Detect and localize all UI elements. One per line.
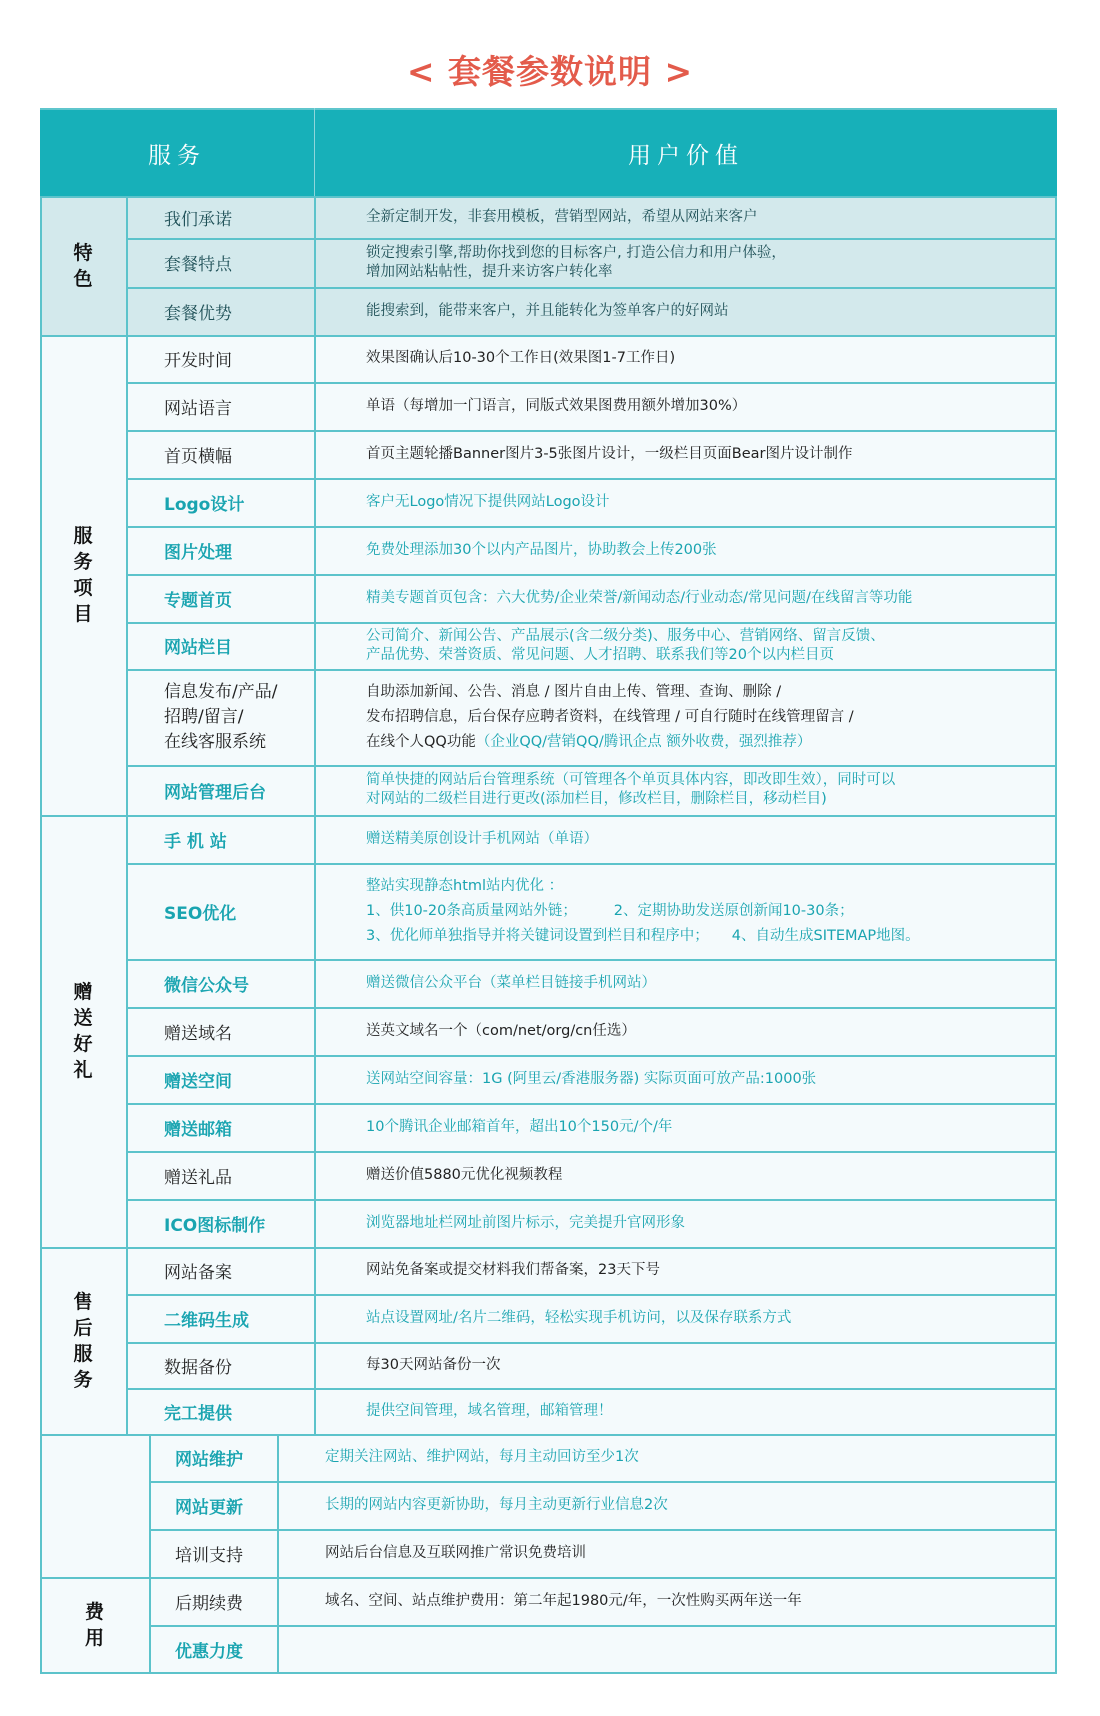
row-divider: [126, 382, 1057, 384]
row-name-label: 网站语言: [164, 398, 232, 419]
row-value: [314, 1247, 1057, 1294]
row-name-label: 赠送空间: [164, 1071, 232, 1092]
section-category: [40, 1577, 149, 1673]
row-name-label: 开发时间: [164, 351, 232, 371]
row-value-line: 精美专题首页包含：六大优势/企业荣誉/新闻动态/行业动态/常见问题/在线留言等功能: [366, 589, 913, 606]
row-value: [314, 287, 1057, 335]
row-value-line: 对网站的二级栏目进行更改(添加栏目，修改栏目，删除栏目，移动栏目): [366, 791, 827, 807]
col-divider: [149, 1577, 151, 1673]
row-name-line: 在线客服系统: [164, 731, 266, 752]
row-divider: [149, 1481, 1057, 1483]
table-right-border: [1055, 815, 1057, 1247]
row-value-line: 单语（每增加一门语言，同版式效果图费用额外增加30%）: [366, 397, 747, 414]
row-divider: [126, 1055, 1057, 1057]
row-value-line: 产品优势、荣誉资质、常见问题、人才招聘、联系我们等20个以内栏目页: [366, 646, 834, 663]
row-name-label: 专题首页: [164, 590, 232, 611]
row-name: [126, 959, 314, 1007]
row-divider: [126, 1388, 1057, 1390]
table-left-border: [40, 335, 42, 815]
row-value-line: 提供空间管理，域名管理，邮箱管理！: [366, 1402, 613, 1419]
row-value-line: 发布招聘信息，后台保存应聘者资料，在线管理 / 可自行随时在线管理留言 /: [366, 708, 854, 725]
row-name: [149, 1481, 277, 1529]
row-name-label: 网站更新: [175, 1497, 243, 1518]
row-name: [126, 1294, 314, 1342]
row-value: [277, 1577, 1057, 1625]
row-divider: [126, 1103, 1057, 1105]
row-name-label: 数据备份: [164, 1357, 232, 1378]
row-name-label: 套餐特点: [164, 255, 232, 275]
row-divider: [126, 1294, 1057, 1296]
category-label: 售后服务: [73, 1290, 93, 1391]
row-name: [126, 815, 314, 863]
row-name-label: 手 机 站: [164, 831, 227, 852]
row-name: [149, 1625, 277, 1673]
row-name: [126, 287, 314, 335]
row-divider: [126, 1199, 1057, 1201]
section-divider: [40, 1577, 1057, 1579]
row-name-label: SEO优化: [164, 903, 237, 924]
row-value: [314, 478, 1057, 526]
row-name-label: 二维码生成: [164, 1310, 249, 1331]
col-divider: [314, 1247, 316, 1434]
table-right-border: [1055, 335, 1057, 815]
row-value: [314, 196, 1057, 238]
row-value-line: 简单快捷的网站后台管理系统（可管理各个单页具体内容，即改即生效），同时可以: [366, 772, 896, 788]
row-divider: [126, 863, 1057, 865]
row-name-line: 招聘/留言/: [164, 706, 244, 727]
row-value-line: 客户无Logo情况下提供网站Logo设计: [366, 493, 610, 510]
row-value-line: 全新定制开发，非套用模板，营销型网站，希望从网站来客户: [366, 208, 758, 225]
row-divider: [126, 574, 1057, 576]
row-value: [314, 574, 1057, 622]
row-name-label: 后期续费: [175, 1593, 243, 1614]
row-divider: [126, 622, 1057, 624]
row-name: [126, 1342, 314, 1388]
row-divider: [126, 959, 1057, 961]
row-value-line: 站点设置网址/名片二维码，轻松实现手机访问，以及保存联系方式: [366, 1309, 792, 1326]
row-name-label: 培训支持: [175, 1545, 243, 1566]
row-value: [277, 1434, 1057, 1481]
section-divider: [40, 815, 1057, 817]
table-right-border: [1055, 1577, 1057, 1673]
row-value-line: 整站实现静态html站内优化 ：: [366, 877, 564, 894]
row-divider: [126, 1342, 1057, 1344]
row-value-line: 赠送精美原创设计手机网站（单语）: [366, 830, 598, 847]
row-value-line: 锁定搜索引擎,帮助你找到您的目标客户, 打造公信力和用户体验，: [366, 244, 786, 261]
row-name: [126, 478, 314, 526]
row-value-line: 自助添加新闻、公告、消息 / 图片自由上传、管理、查询、删除 /: [366, 683, 782, 700]
table-left-border: [40, 196, 42, 335]
value-plain: 在线个人QQ功能: [366, 733, 476, 750]
category-label: 服务项目: [73, 525, 93, 625]
section-divider: [40, 335, 1057, 337]
section-category: [40, 815, 126, 1247]
row-value-line: 网站后台信息及互联网推广常识免费培训: [325, 1544, 586, 1561]
row-name-label: 网站管理后台: [164, 782, 266, 803]
row-value: [314, 669, 1057, 765]
row-divider: [126, 526, 1057, 528]
row-name-label: 网站备案: [164, 1263, 232, 1283]
table-left-border: [40, 1434, 42, 1577]
col-divider: [314, 196, 316, 335]
row-value-line: 效果图确认后10-30个工作日(效果图1-7工作日): [366, 350, 676, 366]
value-highlight: （企业QQ/营销QQ/腾讯企点 额外收费，强烈推荐）: [475, 733, 812, 750]
row-divider: [149, 1529, 1057, 1531]
row-name: [126, 1103, 314, 1151]
row-name-label: Logo设计: [164, 494, 245, 515]
row-value-line: 送英文域名一个（com/net/org/cn任选）: [366, 1022, 636, 1039]
row-value: [314, 1342, 1057, 1388]
row-name-label: 赠送邮箱: [164, 1119, 232, 1140]
row-name: [126, 335, 314, 382]
table-bottom-border: [40, 1672, 1057, 1674]
row-name-label: 赠送礼品: [164, 1167, 232, 1188]
row-value-line: 10个腾讯企业邮箱首年，超出10个150元/个/年: [366, 1118, 673, 1135]
row-value-line: [366, 730, 854, 755]
table-right-border: [1055, 196, 1057, 335]
row-value: [314, 765, 1057, 815]
row-divider: [126, 1151, 1057, 1153]
row-name: [126, 1007, 314, 1055]
row-value: [314, 1199, 1057, 1247]
row-divider: [126, 765, 1057, 767]
row-value: [277, 1481, 1057, 1529]
row-value-line: 浏览器地址栏网址前图片标示，完美提升官网形象: [366, 1214, 685, 1231]
header-service: 服务: [40, 108, 314, 196]
col-divider: [126, 1247, 128, 1434]
row-value-line: 赠送价值5880元优化视频教程: [366, 1166, 563, 1183]
row-name-label: 网站栏目: [164, 638, 232, 658]
row-name: [126, 1055, 314, 1103]
category-label: 赠送好礼: [73, 981, 93, 1081]
category-label: 特色: [73, 241, 93, 290]
page-title: < 套餐参数说明 >: [406, 52, 694, 91]
header-value: 用户价值: [315, 108, 1057, 196]
row-name-label: ICO图标制作: [164, 1215, 266, 1236]
row-name: [126, 574, 314, 622]
row-value-line: 首页主题轮播Banner图片3-5张图片设计，一级栏目页面Bear图片设计制作: [366, 445, 853, 462]
row-value-line: 赠送微信公众平台（菜单栏目链接手机网站）: [366, 974, 656, 991]
row-value-line: 长期的网站内容更新协助，每月主动更新行业信息2次: [325, 1496, 668, 1513]
row-value-line: 增加网站粘帖性，提升来访客户转化率: [366, 263, 613, 280]
col-divider: [277, 1434, 279, 1577]
row-divider: [126, 238, 1057, 240]
row-name: [126, 1151, 314, 1199]
row-value: [314, 1055, 1057, 1103]
row-name: [126, 526, 314, 574]
row-value: [314, 622, 1057, 669]
row-value: [277, 1529, 1057, 1577]
row-name: [126, 1247, 314, 1294]
row-divider: [149, 1625, 1057, 1627]
table-right-border: [1055, 1434, 1057, 1577]
row-divider: [126, 669, 1057, 671]
row-name: [126, 1388, 314, 1434]
row-name-label: 微信公众号: [164, 975, 249, 996]
row-value-line: 网站免备案或提交材料我们帮备案，23天下号: [366, 1262, 660, 1278]
col-divider: [149, 1434, 151, 1577]
table-left-border: [40, 1247, 42, 1434]
row-name: [149, 1434, 277, 1481]
row-divider: [126, 430, 1057, 432]
row-value: [314, 815, 1057, 863]
row-name: [126, 382, 314, 430]
section-divider: [40, 1434, 1057, 1436]
row-name: [126, 622, 314, 669]
table-left-border: [40, 815, 42, 1247]
row-value: [314, 238, 1057, 287]
row-name-label: 图片处理: [164, 542, 232, 563]
row-value-line: 3、优化师单独指导并将关键词设置到栏目和程序中； 4、自动生成SITEMAP地图。: [366, 927, 920, 944]
row-name: [126, 196, 314, 238]
section-category: [40, 196, 126, 335]
row-value: [314, 863, 1057, 959]
row-value: [314, 335, 1057, 382]
row-name: [149, 1529, 277, 1577]
row-divider: [126, 478, 1057, 480]
section-category: [40, 1434, 149, 1577]
row-value-line: 1、供10-20条高质量网站外链； 2、定期协助发送原创新闻10-30条；: [366, 902, 854, 919]
row-value-line: 每30天网站备份一次: [366, 1356, 501, 1373]
table-left-border: [40, 1577, 42, 1673]
row-value-line: 定期关注网站、维护网站，每月主动回访至少1次: [325, 1449, 639, 1465]
row-name: [126, 1199, 314, 1247]
row-name-label: 优惠力度: [175, 1641, 243, 1662]
row-value: [314, 526, 1057, 574]
row-name: [149, 1577, 277, 1625]
section-category: [40, 335, 126, 815]
row-value-line: 能搜索到，能带来客户，并且能转化为签单客户的好网站: [366, 302, 729, 319]
col-divider: [314, 815, 316, 1247]
row-name-label: 完工提供: [164, 1403, 232, 1424]
row-name-label: 网站维护: [175, 1450, 243, 1470]
col-divider: [126, 335, 128, 815]
row-name: [126, 238, 314, 287]
row-name-label: 我们承诺: [164, 209, 232, 230]
row-value: [314, 1294, 1057, 1342]
row-value: [314, 430, 1057, 478]
row-value: [314, 1388, 1057, 1434]
col-divider: [277, 1577, 279, 1673]
col-divider: [126, 196, 128, 335]
row-value: [277, 1625, 1057, 1673]
row-divider: [126, 287, 1057, 289]
row-name-label: 赠送域名: [164, 1023, 232, 1044]
section-divider: [40, 196, 1057, 198]
row-name: [126, 669, 314, 765]
table-right-border: [1055, 1247, 1057, 1434]
row-value: [314, 959, 1057, 1007]
row-value: [314, 1007, 1057, 1055]
row-name-label: 首页横幅: [164, 446, 232, 467]
category-label: 费用: [84, 1601, 104, 1649]
row-value-line: 送网站空间容量：1G (阿里云/香港服务器) 实际页面可放产品:1000张: [366, 1070, 817, 1087]
row-value: [314, 1151, 1057, 1199]
row-value: [314, 1103, 1057, 1151]
row-name: [126, 430, 314, 478]
row-value-line: 免费处理添加30个以内产品图片，协助教会上传200张: [366, 541, 717, 558]
row-name: [126, 765, 314, 815]
col-divider: [126, 815, 128, 1247]
section-category: [40, 1247, 126, 1434]
row-name-line: 信息发布/产品/: [164, 681, 278, 702]
section-divider: [40, 1247, 1057, 1249]
row-name: [126, 863, 314, 959]
col-divider: [314, 335, 316, 815]
row-divider: [126, 1007, 1057, 1009]
row-value-line: 域名、空间、站点维护费用：第二年起1980元/年，一次性购买两年送一年: [325, 1592, 802, 1609]
row-name-label: 套餐优势: [164, 303, 232, 324]
row-value-line: 公司简介、新闻公告、产品展示(含二级分类)、服务中心、营销网络、留言反馈、: [366, 627, 885, 644]
row-value: [314, 382, 1057, 430]
